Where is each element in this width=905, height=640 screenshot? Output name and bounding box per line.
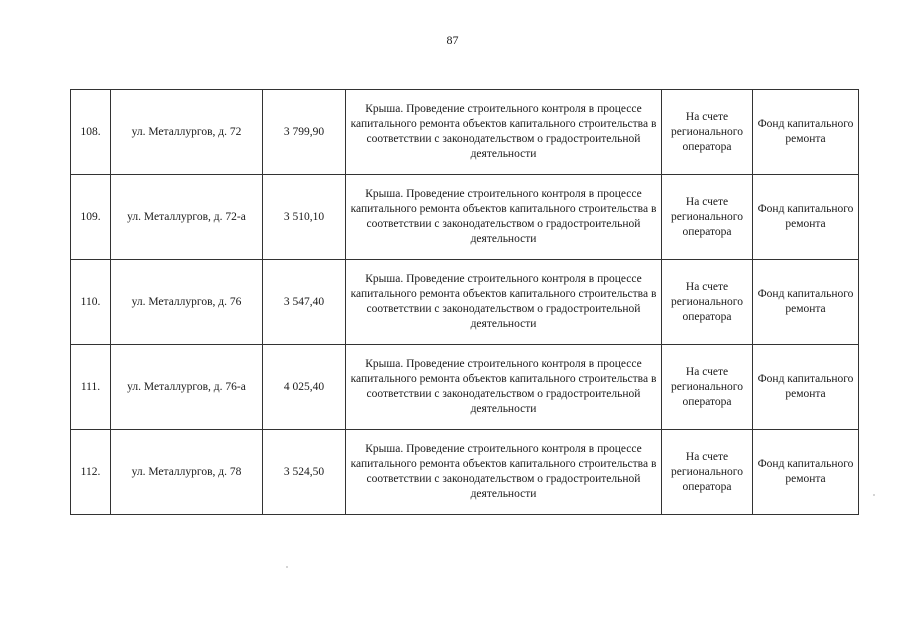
- row-account: На счете регионального оператора: [662, 90, 753, 175]
- table-row: [71, 90, 859, 175]
- row-work-description: Крыша. Проведение строительного контроля в процессе капитального ремонта объектов капитального строительства в соответствии с законодательством о градостроительной деятельности: [346, 345, 662, 430]
- table-row: [71, 345, 859, 430]
- row-address: ул. Металлургов, д. 72: [111, 90, 263, 175]
- table-row: [71, 430, 859, 515]
- row-fund: Фонд капитального ремонта: [753, 90, 859, 175]
- row-work-description: Крыша. Проведение строительного контроля в процессе капитального ремонта объектов капитального строительства в соответствии с законодательством о градостроительной деятельности: [346, 430, 662, 515]
- row-number: 112.: [71, 430, 111, 515]
- row-fund: Фонд капитального ремонта: [753, 430, 859, 515]
- table-row: [71, 260, 859, 345]
- row-fund: Фонд капитального ремонта: [753, 345, 859, 430]
- row-amount: 3 799,90: [263, 90, 346, 175]
- row-amount: 3 547,40: [263, 260, 346, 345]
- row-address: ул. Металлургов, д. 72-а: [111, 175, 263, 260]
- row-amount: 4 025,40: [263, 345, 346, 430]
- register-table: [70, 89, 859, 515]
- row-address: ул. Металлургов, д. 78: [111, 430, 263, 515]
- row-work-description: Крыша. Проведение строительного контроля в процессе капитального ремонта объектов капитального строительства в соответствии с законодательством о градостроительной деятельности: [346, 175, 662, 260]
- row-number: 108.: [71, 90, 111, 175]
- row-amount: 3 524,50: [263, 430, 346, 515]
- row-amount: 3 510,10: [263, 175, 346, 260]
- row-address: ул. Металлургов, д. 76: [111, 260, 263, 345]
- page-number: 87: [446, 33, 459, 47]
- row-fund: Фонд капитального ремонта: [753, 175, 859, 260]
- row-number: 109.: [71, 175, 111, 260]
- row-account: На счете регионального оператора: [662, 260, 753, 345]
- row-work-description: Крыша. Проведение строительного контроля в процессе капитального ремонта объектов капитального строительства в соответствии с законодательством о градостроительной деятельности: [346, 90, 662, 175]
- scan-speck: [286, 566, 288, 568]
- row-account: На счете регионального оператора: [662, 430, 753, 515]
- row-account: На счете регионального оператора: [662, 345, 753, 430]
- row-number: 111.: [71, 345, 111, 430]
- table-row: [71, 175, 859, 260]
- row-work-description: Крыша. Проведение строительного контроля в процессе капитального ремонта объектов капитального строительства в соответствии с законодательством о градостроительной деятельности: [346, 260, 662, 345]
- row-number: 110.: [71, 260, 111, 345]
- scan-speck: [873, 494, 875, 496]
- row-fund: Фонд капитального ремонта: [753, 260, 859, 345]
- row-account: На счете регионального оператора: [662, 175, 753, 260]
- row-address: ул. Металлургов, д. 76-а: [111, 345, 263, 430]
